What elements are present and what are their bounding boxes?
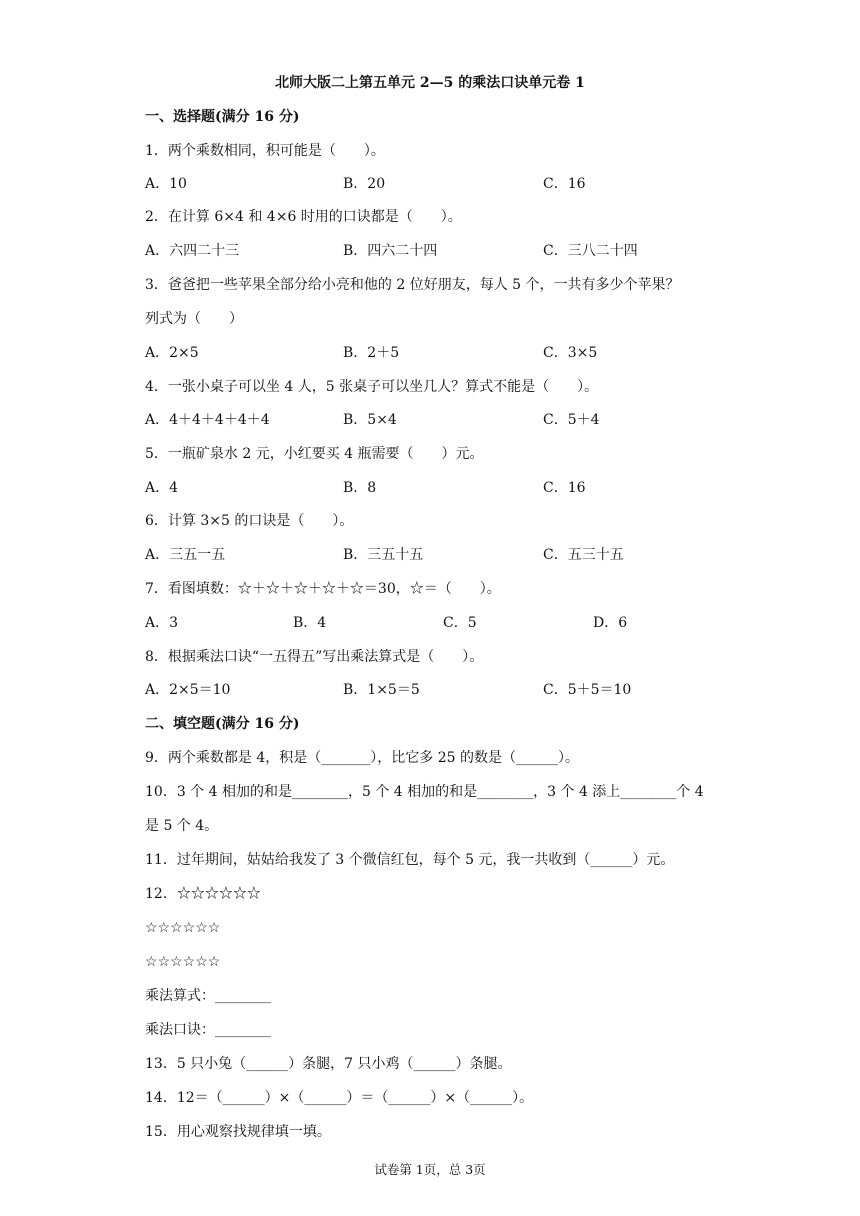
question-10: 10．3 个 4 相加的和是________，5 个 4 相加的和是________，3 个 4 添上________个 4 <box>145 784 704 800</box>
q4-option-b: B．5×4 <box>343 412 397 428</box>
question-13: 13．5 只小兔（______）条腿，7 只小鸡（______）条腿。 <box>145 1056 512 1072</box>
question-5: 5．一瓶矿泉水 2 元，小红要买 4 瓶需要（ ）元。 <box>145 446 484 462</box>
q2-option-c: C．三八二十四 <box>543 243 638 259</box>
q7-option-c: C．5 <box>443 615 477 631</box>
q5-option-b: B．8 <box>343 480 377 496</box>
page-footer: 试卷第 1页，总 3页 <box>374 1162 486 1177</box>
q4-option-a: A．4＋4＋4＋4＋4 <box>145 412 270 428</box>
q3-option-c: C．3×5 <box>543 345 598 361</box>
q3-option-a: A．2×5 <box>145 345 199 361</box>
q8-option-c: C．5＋5＝10 <box>543 682 632 698</box>
question-6: 6．计算 3×5 的口诀是（ ）。 <box>145 513 354 529</box>
q12-multiplication-formula: 乘法算式：________ <box>145 988 271 1004</box>
question-12: 12．☆☆☆☆☆☆ <box>145 886 261 902</box>
q1-option-c: C．16 <box>543 176 586 192</box>
q2-option-a: A．六四二十三 <box>145 243 240 259</box>
q5-option-c: C．16 <box>543 480 586 496</box>
section-heading-choice: 一、选择题(满分 16 分) <box>145 109 300 125</box>
q4-option-c: C．5＋4 <box>543 412 600 428</box>
q12-stars-row-3: ☆☆☆☆☆☆ <box>145 954 221 970</box>
question-7: 7．看图填数：☆＋☆＋☆＋☆＋☆＝30，☆＝（ ）。 <box>145 581 501 597</box>
q2-option-b: B．四六二十四 <box>343 243 438 259</box>
question-2: 2．在计算 6×4 和 4×6 时用的口诀都是（ ）。 <box>145 209 462 225</box>
q6-option-b: B．三五十五 <box>343 547 424 563</box>
q7-option-b: B．4 <box>293 615 327 631</box>
q7-option-d: D．6 <box>593 615 628 631</box>
q3-option-b: B．2＋5 <box>343 345 400 361</box>
section-heading-fill-blank: 二、填空题(满分 16 分) <box>145 716 300 732</box>
q1-option-a: A．10 <box>145 176 187 192</box>
question-15: 15．用心观察找规律填一填。 <box>145 1124 331 1140</box>
question-14: 14．12＝（______）×（______）＝（______）×（______）。 <box>145 1090 534 1106</box>
question-1: 1．两个乘数相同，积可能是（ ）。 <box>145 143 385 159</box>
question-4: 4．一张小桌子可以坐 4 人，5 张桌子可以坐几人？算式不能是（ ）。 <box>145 379 599 395</box>
question-3: 3．爸爸把一些苹果全部分给小亮和他的 2 位好朋友，每人 5 个，一共有多少个苹果？ <box>145 277 680 293</box>
question-8: 8．根据乘法口诀“一五得五”写出乘法算式是（ ）。 <box>145 649 484 665</box>
q7-option-a: A．3 <box>145 615 179 631</box>
question-3-continued: 列式为（ ） <box>145 311 243 327</box>
q1-option-b: B．20 <box>343 176 386 192</box>
question-11: 11．过年期间，姑姑给我发了 3 个微信红包，每个 5 元，我一共收到（______）元。 <box>145 852 675 868</box>
q8-option-a: A．2×5＝10 <box>145 682 231 698</box>
q12-multiplication-rhyme: 乘法口诀：________ <box>145 1022 271 1038</box>
q12-stars-row-2: ☆☆☆☆☆☆ <box>145 920 221 936</box>
q8-option-b: B．1×5＝5 <box>343 682 420 698</box>
q6-option-a: A．三五一五 <box>145 547 226 563</box>
question-9: 9．两个乘数都是 4，积是（_______），比它多 25 的数是（______）。 <box>145 750 579 766</box>
question-10-continued: 是 5 个 4。 <box>145 818 219 834</box>
q6-option-c: C．五三十五 <box>543 547 624 563</box>
q5-option-a: A．4 <box>145 480 179 496</box>
exam-title: 北师大版二上第五单元 2—5 的乘法口诀单元卷 1 <box>275 75 585 91</box>
